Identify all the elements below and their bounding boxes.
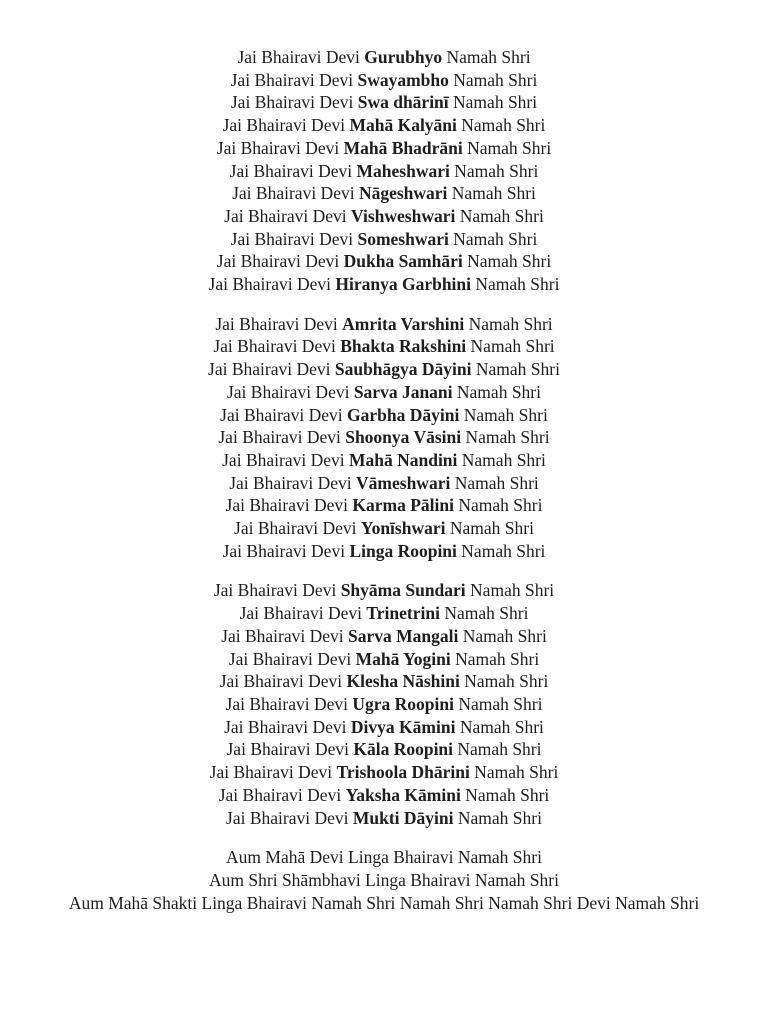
line-suffix: Namah Shri	[474, 762, 559, 783]
devi-name: Mukti Dāyini	[352, 807, 454, 828]
chant-line	[40, 313, 728, 336]
line-prefix: Jai Bhairavi Devi	[226, 381, 350, 402]
chant-text	[40, 46, 728, 931]
chant-line	[40, 404, 728, 427]
line-suffix: Namah Shri	[453, 69, 538, 90]
devi-name: Trishoola Dhārini	[336, 762, 470, 783]
line-prefix: Jai Bhairavi Devi	[218, 784, 342, 805]
devi-name: Swayambho	[357, 69, 449, 90]
devi-name: Yaksha Kāmini	[345, 784, 461, 805]
line-suffix: Namah Shri	[465, 784, 550, 805]
line-prefix: Jai Bhairavi Devi	[216, 251, 340, 272]
devi-name: Linga Roopini	[349, 540, 457, 561]
line-suffix: Namah Shri	[467, 137, 552, 158]
line-suffix: Namah Shri	[457, 807, 542, 828]
line-suffix: Namah Shri	[470, 336, 555, 357]
line-suffix: Namah Shri	[467, 251, 552, 272]
stanza-3	[40, 579, 728, 829]
line-prefix: Jai Bhairavi Devi	[226, 739, 349, 760]
line-prefix: Jai Bhairavi Devi	[225, 693, 348, 714]
chant-line	[40, 579, 728, 602]
chant-line	[40, 358, 728, 381]
line-suffix: Namah Shri	[454, 472, 539, 493]
chant-line	[40, 46, 728, 69]
line-prefix: Jai Bhairavi Devi	[239, 603, 363, 624]
devi-name: Vishweshwari	[351, 205, 456, 226]
chant-line	[40, 335, 728, 358]
devi-name: Bhakta Rakshini	[340, 336, 467, 357]
devi-name: Amrita Varshini	[342, 313, 465, 334]
devi-name: Mahā Nandini	[348, 449, 458, 470]
devi-name: Saubhāgya Dāyini	[334, 359, 472, 380]
line-suffix: Namah Shri	[475, 359, 560, 380]
line-suffix: Namah Shri	[468, 313, 553, 334]
devi-name: Mahā Yogini	[355, 648, 451, 669]
line-prefix: Jai Bhairavi Devi	[229, 160, 353, 181]
line-suffix: Namah Shri	[465, 427, 550, 448]
chant-line	[40, 738, 728, 761]
chant-line	[40, 693, 728, 716]
chant-line	[40, 517, 728, 540]
chant-line	[40, 807, 728, 830]
chant-line	[40, 494, 728, 517]
line-prefix: Jai Bhairavi Devi	[230, 92, 354, 113]
devi-name: Vāmeshwari	[356, 472, 451, 493]
line-suffix: Namah Shri	[457, 739, 542, 760]
devi-name: Ugra Roopini	[352, 693, 454, 714]
line-prefix: Jai Bhairavi Devi	[224, 716, 347, 737]
chant-line	[40, 716, 728, 739]
line-suffix: Namah Shri	[463, 404, 548, 425]
devi-name: Kāla Roopini	[353, 739, 454, 760]
devi-name: Garbha Dāyini	[347, 404, 460, 425]
line-suffix: Namah Shri	[454, 160, 539, 181]
devi-name: Trinetrini	[366, 603, 440, 624]
devi-name: Gurubhyo	[364, 47, 443, 67]
chant-line	[40, 250, 728, 273]
line-suffix: Namah Shri	[456, 381, 541, 402]
devi-name: Shyāma Sundari	[340, 580, 466, 601]
devi-name: Maheshwari	[356, 160, 450, 181]
chant-line	[40, 625, 728, 648]
line-prefix: Jai Bhairavi Devi	[224, 205, 347, 226]
devi-name: Nāgeshwari	[358, 183, 448, 204]
line-prefix: Jai Bhairavi Devi	[228, 648, 352, 669]
line-suffix: Namah Shri	[461, 115, 546, 136]
line-suffix: Namah Shri	[455, 648, 540, 669]
line-prefix: Jai Bhairavi Devi	[234, 518, 357, 539]
line-prefix: Jai Bhairavi Devi	[230, 228, 354, 249]
line-suffix: Namah Shri	[451, 183, 536, 204]
line-suffix: Namah Shri	[453, 228, 538, 249]
devi-name: Yonīshwari	[360, 518, 446, 539]
chant-line	[40, 648, 728, 671]
chant-line	[40, 540, 728, 563]
line-prefix: Jai Bhairavi Devi	[222, 115, 346, 136]
line-suffix: Namah Shri	[453, 92, 538, 113]
line-prefix: Jai Bhairavi Devi	[213, 580, 337, 601]
line-suffix: Namah Shri	[444, 603, 529, 624]
chant-line	[40, 472, 728, 495]
chant-line	[40, 426, 728, 449]
line-prefix: Jai Bhairavi Devi	[221, 625, 344, 646]
closing-line: Aum Shri Shāmbhavi Linga Bhairavi Namah Shri	[209, 869, 559, 890]
line-suffix: Namah Shri	[459, 716, 544, 737]
closing-line: Aum Mahā Shakti Linga Bhairavi Namah Shri Namah Shri Namah Shri Devi Namah Shri	[68, 892, 700, 913]
chant-line	[40, 228, 728, 251]
chant-line	[40, 784, 728, 807]
line-prefix: Jai Bhairavi Devi	[218, 427, 341, 448]
line-suffix: Namah Shri	[470, 580, 555, 601]
line-suffix: Namah Shri	[475, 274, 560, 295]
line-suffix: Namah Shri	[459, 205, 544, 226]
line-suffix: Namah Shri	[458, 495, 543, 516]
line-prefix: Jai Bhairavi Devi	[216, 137, 340, 158]
line-prefix: Jai Bhairavi Devi	[225, 495, 349, 516]
devi-name: Shoonya Vāsini	[345, 427, 462, 448]
line-suffix: Namah Shri	[446, 47, 531, 67]
devi-name: Sarva Mangali	[348, 625, 459, 646]
devi-name: Mahā Kalyāni	[349, 115, 457, 136]
devi-name: Sarva Janani	[353, 381, 453, 402]
line-prefix: Jai Bhairavi Devi	[237, 47, 360, 67]
line-prefix: Jai Bhairavi Devi	[230, 69, 354, 90]
line-suffix: Namah Shri	[461, 540, 546, 561]
line-prefix: Jai Bhairavi Devi	[222, 449, 345, 470]
devi-name: Divya Kāmini	[350, 716, 456, 737]
devi-name: Dukha Samhāri	[343, 251, 463, 272]
closing-line: Aum Mahā Devi Linga Bhairavi Namah Shri	[226, 847, 542, 868]
line-suffix: Namah Shri	[464, 671, 549, 692]
line-prefix: Jai Bhairavi Devi	[219, 671, 343, 692]
devi-name: Mahā Bhadrāni	[343, 137, 463, 158]
chant-line	[40, 160, 728, 183]
line-prefix: Jai Bhairavi Devi	[215, 313, 338, 334]
devi-name: Hiranya Garbhini	[335, 274, 472, 295]
stanza-1	[40, 46, 728, 296]
line-prefix: Jai Bhairavi Devi	[208, 359, 331, 380]
chant-line	[40, 182, 728, 205]
devi-name: Karma Pālini	[352, 495, 454, 516]
chant-line	[40, 205, 728, 228]
line-prefix: Jai Bhairavi Devi	[220, 404, 343, 425]
chant-line	[40, 381, 728, 404]
stanza-2	[40, 313, 728, 563]
line-suffix: Namah Shri	[449, 518, 534, 539]
line-prefix: Jai Bhairavi Devi	[209, 762, 333, 783]
chant-line	[40, 69, 728, 92]
chant-line	[40, 449, 728, 472]
devi-name: Klesha Nāshini	[346, 671, 460, 692]
line-prefix: Jai Bhairavi Devi	[232, 183, 355, 204]
line-suffix: Namah Shri	[462, 625, 547, 646]
chant-line	[40, 114, 728, 137]
devi-name: Someshwari	[357, 228, 449, 249]
line-prefix: Jai Bhairavi Devi	[208, 274, 331, 295]
chant-line	[40, 670, 728, 693]
devi-name: Swa dhārinī	[357, 92, 449, 113]
chant-line	[40, 602, 728, 625]
line-prefix: Jai Bhairavi Devi	[226, 807, 349, 828]
chant-line	[40, 273, 728, 296]
closing-stanza	[40, 846, 728, 914]
line-prefix: Jai Bhairavi Devi	[222, 540, 346, 561]
line-suffix: Namah Shri	[458, 693, 543, 714]
chant-line	[40, 137, 728, 160]
chant-line	[40, 761, 728, 784]
chant-line	[40, 91, 728, 114]
line-prefix: Jai Bhairavi Devi	[229, 472, 352, 493]
line-suffix: Namah Shri	[461, 449, 546, 470]
line-prefix: Jai Bhairavi Devi	[213, 336, 336, 357]
